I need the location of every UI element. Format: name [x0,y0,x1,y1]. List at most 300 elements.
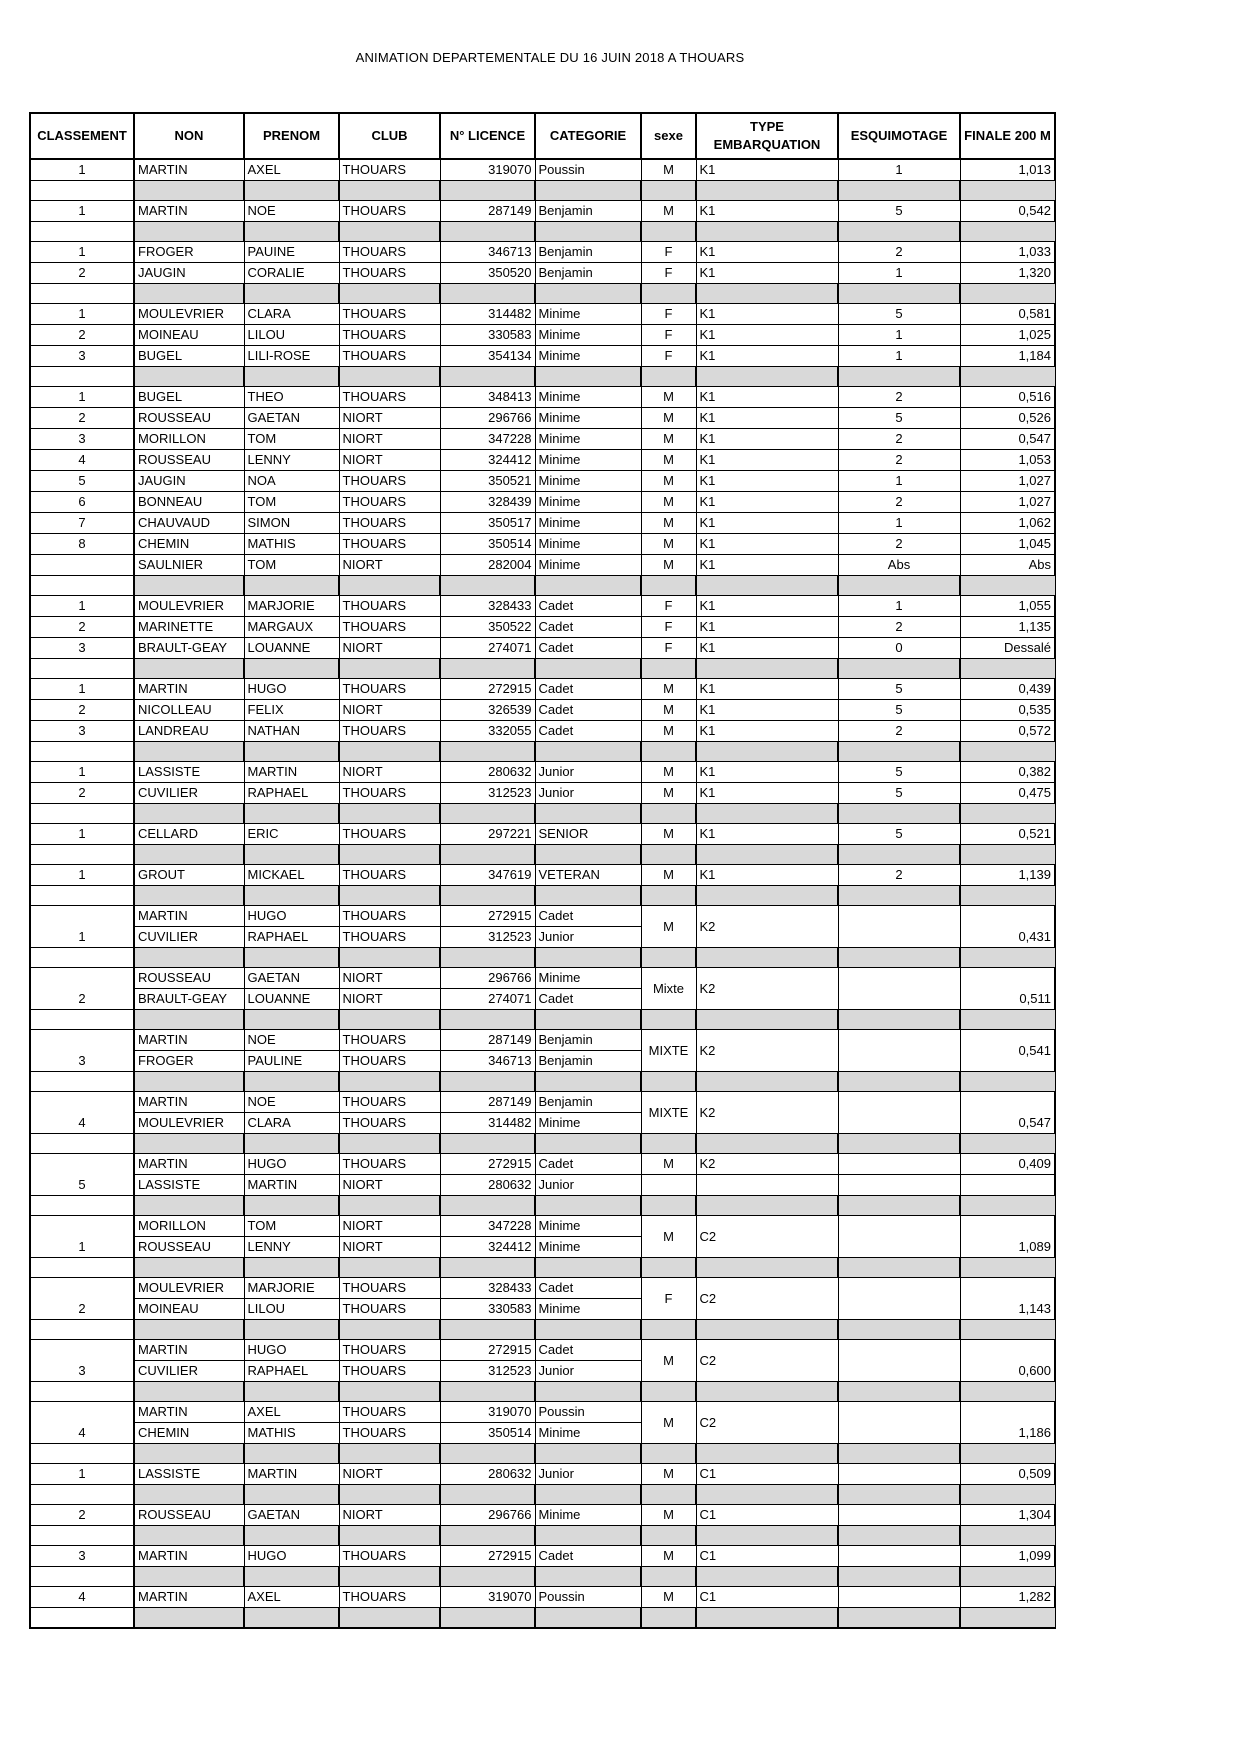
cell-sex: MIXTE [641,1092,696,1134]
separator-cell [535,659,641,679]
separator-cell [696,181,838,201]
cell-final-time: 0,535 [960,700,1055,721]
separator-cell [30,742,134,762]
separator-cell [641,222,696,242]
cell-boat-type: K1 [696,242,838,263]
cell-club: NIORT [339,1464,440,1485]
cell-sex: M [641,721,696,742]
separator-cell [440,1526,535,1546]
separator-row [30,1608,1055,1629]
cell-boat-type [696,1175,838,1196]
table-row [30,471,1055,492]
cell-club: THOUARS [339,1546,440,1567]
separator-cell [244,222,339,242]
separator-cell [244,367,339,387]
cell-esquimotage: 1 [838,263,960,284]
separator-cell [30,886,134,906]
separator-cell [244,659,339,679]
cell-first-name: TOM [244,1216,339,1237]
table-row [30,824,1055,845]
cell-club: THOUARS [339,304,440,325]
separator-cell [696,1010,838,1030]
cell-licence: 350517 [440,513,535,534]
cell-club: THOUARS [339,1299,440,1320]
cell-club: THOUARS [339,325,440,346]
cell-licence: 272915 [440,906,535,927]
separator-cell [134,1196,244,1216]
separator-cell [440,1196,535,1216]
cell-rank: 4 [30,1587,134,1608]
separator-cell [696,576,838,596]
cell-club: NIORT [339,1505,440,1526]
cell-sex: M [641,679,696,700]
cell-category: Junior [535,927,641,948]
separator-cell [838,804,960,824]
cell-licence: 350520 [440,263,535,284]
cell-rank: 2 [30,968,134,1010]
separator-cell [440,1010,535,1030]
cell-boat-type: K1 [696,721,838,742]
cell-final-time: 1,186 [960,1402,1055,1444]
table-row [30,617,1055,638]
cell-club: THOUARS [339,1092,440,1113]
separator-cell [30,804,134,824]
separator-cell [134,1134,244,1154]
cell-rank: 1 [30,824,134,845]
cell-sex: M [641,1587,696,1608]
separator-cell [134,1382,244,1402]
cell-licence: 326539 [440,700,535,721]
cell-club: THOUARS [339,471,440,492]
separator-cell [244,1010,339,1030]
cell-licence: 347619 [440,865,535,886]
table-row [30,1505,1055,1526]
cell-esquimotage: 2 [838,429,960,450]
cell-last-name: LANDREAU [134,721,244,742]
cell-club: THOUARS [339,1154,440,1175]
separator-cell [30,1567,134,1587]
separator-cell [960,1134,1055,1154]
separator-cell [535,804,641,824]
cell-final-time: 1,320 [960,263,1055,284]
separator-cell [960,576,1055,596]
separator-cell [30,1010,134,1030]
cell-category: Minime [535,1299,641,1320]
separator-cell [30,1258,134,1278]
separator-cell [30,1134,134,1154]
cell-sex: M [641,824,696,845]
separator-cell [641,181,696,201]
cell-esquimotage: 5 [838,679,960,700]
cell-category: Junior [535,1361,641,1382]
separator-row [30,1258,1055,1278]
cell-category: Minime [535,968,641,989]
separator-cell [134,886,244,906]
cell-club: THOUARS [339,1587,440,1608]
cell-first-name: HUGO [244,1340,339,1361]
separator-cell [696,1196,838,1216]
separator-cell [960,659,1055,679]
separator-cell [440,659,535,679]
separator-cell [244,1382,339,1402]
table-row [30,159,1055,181]
cell-boat-type: K1 [696,596,838,617]
cell-last-name: NICOLLEAU [134,700,244,721]
cell-category: Minime [535,1113,641,1134]
cell-last-name: MOULEVRIER [134,596,244,617]
header-sexe: sexe [641,113,696,159]
separator-row [30,1567,1055,1587]
cell-esquimotage: 1 [838,513,960,534]
separator-cell [641,742,696,762]
table-row [30,700,1055,721]
separator-cell [134,1444,244,1464]
cell-club: THOUARS [339,865,440,886]
cell-club: THOUARS [339,1051,440,1072]
separator-cell [30,1320,134,1340]
cell-rank: 2 [30,1505,134,1526]
cell-licence: 314482 [440,304,535,325]
separator-row [30,222,1055,242]
cell-sex: F [641,325,696,346]
cell-first-name: SIMON [244,513,339,534]
separator-cell [339,367,440,387]
cell-esquimotage: 0 [838,638,960,659]
cell-boat-type: K1 [696,534,838,555]
cell-boat-type: K1 [696,700,838,721]
cell-first-name: PAULINE [244,1051,339,1072]
cell-final-time: 0,409 [960,1154,1055,1175]
cell-category: Minime [535,304,641,325]
cell-sex: F [641,1278,696,1320]
separator-cell [960,1526,1055,1546]
cell-rank: 4 [30,450,134,471]
cell-boat-type: K1 [696,513,838,534]
separator-cell [244,742,339,762]
cell-club: THOUARS [339,387,440,408]
separator-cell [535,1072,641,1092]
separator-cell [339,222,440,242]
cell-first-name: RAPHAEL [244,927,339,948]
cell-final-time: 1,099 [960,1546,1055,1567]
cell-category: Cadet [535,617,641,638]
separator-cell [696,1526,838,1546]
cell-last-name: MOINEAU [134,1299,244,1320]
separator-cell [535,845,641,865]
cell-club: NIORT [339,1175,440,1196]
separator-cell [440,1567,535,1587]
cell-first-name: MATHIS [244,1423,339,1444]
cell-licence: 350514 [440,1423,535,1444]
cell-esquimotage [838,1216,960,1258]
cell-sex: Mixte [641,968,696,1010]
separator-cell [244,1258,339,1278]
cell-sex: F [641,304,696,325]
cell-club: THOUARS [339,513,440,534]
separator-cell [440,1258,535,1278]
separator-row [30,367,1055,387]
separator-cell [535,1382,641,1402]
separator-cell [440,576,535,596]
separator-cell [134,1526,244,1546]
separator-cell [134,845,244,865]
header-finale: FINALE 200 M [960,113,1055,159]
separator-cell [641,1485,696,1505]
cell-category: Poussin [535,1402,641,1423]
cell-category: Cadet [535,989,641,1010]
cell-rank: 1 [30,159,134,181]
separator-cell [960,181,1055,201]
cell-boat-type: K1 [696,617,838,638]
cell-club: NIORT [339,1216,440,1237]
cell-last-name: BRAULT-GEAY [134,638,244,659]
separator-cell [960,742,1055,762]
cell-first-name: LILOU [244,1299,339,1320]
separator-cell [838,1010,960,1030]
cell-category: Benjamin [535,201,641,222]
separator-cell [339,886,440,906]
table-row [30,1030,1055,1051]
separator-cell [440,1485,535,1505]
cell-sex: M [641,159,696,181]
cell-category: Cadet [535,1154,641,1175]
separator-cell [535,1258,641,1278]
cell-category: Cadet [535,700,641,721]
separator-cell [134,222,244,242]
cell-last-name: CUVILIER [134,783,244,804]
cell-licence: 347228 [440,1216,535,1237]
cell-esquimotage: 2 [838,721,960,742]
cell-club: THOUARS [339,906,440,927]
separator-cell [339,1567,440,1587]
cell-first-name: THEO [244,387,339,408]
cell-esquimotage: 5 [838,700,960,721]
cell-last-name: MARINETTE [134,617,244,638]
separator-cell [244,1567,339,1587]
cell-final-time: 1,053 [960,450,1055,471]
cell-first-name: AXEL [244,159,339,181]
separator-cell [696,1567,838,1587]
header-club: CLUB [339,113,440,159]
cell-club: THOUARS [339,617,440,638]
cell-licence: 350522 [440,617,535,638]
cell-final-time: 1,135 [960,617,1055,638]
cell-licence: 274071 [440,989,535,1010]
separator-cell [440,1382,535,1402]
separator-cell [838,1485,960,1505]
separator-cell [440,845,535,865]
table-row [30,906,1055,927]
cell-rank: 1 [30,242,134,263]
cell-licence: 348413 [440,387,535,408]
separator-cell [960,284,1055,304]
separator-cell [30,1608,134,1629]
cell-last-name: LASSISTE [134,1175,244,1196]
cell-esquimotage [838,1175,960,1196]
table-row [30,263,1055,284]
cell-rank: 1 [30,762,134,783]
cell-rank: 3 [30,1030,134,1072]
cell-boat-type: K1 [696,408,838,429]
cell-boat-type: K1 [696,865,838,886]
cell-esquimotage: 2 [838,617,960,638]
cell-sex: M [641,408,696,429]
page-title: ANIMATION DEPARTEMENTALE DU 16 JUIN 2018 A THOUARS [355,50,745,65]
separator-row [30,1320,1055,1340]
cell-rank: 1 [30,1464,134,1485]
cell-rank: 3 [30,721,134,742]
cell-licence: 332055 [440,721,535,742]
cell-final-time: Dessalé [960,638,1055,659]
separator-cell [641,659,696,679]
cell-licence: 280632 [440,1175,535,1196]
separator-cell [339,181,440,201]
cell-rank: 1 [30,304,134,325]
cell-last-name: MARTIN [134,679,244,700]
separator-cell [696,1258,838,1278]
separator-cell [30,181,134,201]
cell-last-name: MARTIN [134,159,244,181]
cell-rank: 2 [30,325,134,346]
cell-club: THOUARS [339,783,440,804]
cell-last-name: ROUSSEAU [134,968,244,989]
separator-cell [535,886,641,906]
cell-club: NIORT [339,450,440,471]
separator-cell [641,1134,696,1154]
separator-cell [339,742,440,762]
cell-first-name: CLARA [244,304,339,325]
cell-last-name: MARTIN [134,1030,244,1051]
separator-cell [244,1320,339,1340]
separator-cell [244,1485,339,1505]
cell-boat-type: K1 [696,783,838,804]
cell-rank: 1 [30,679,134,700]
cell-licence: 354134 [440,346,535,367]
cell-club: THOUARS [339,159,440,181]
cell-licence: 287149 [440,1030,535,1051]
cell-esquimotage: 5 [838,824,960,845]
cell-esquimotage: Abs [838,555,960,576]
separator-cell [440,181,535,201]
cell-category: Cadet [535,721,641,742]
cell-club: THOUARS [339,492,440,513]
separator-cell [960,1320,1055,1340]
separator-cell [838,1258,960,1278]
cell-club: THOUARS [339,721,440,742]
cell-licence: 324412 [440,1237,535,1258]
cell-rank: 2 [30,408,134,429]
cell-last-name: FROGER [134,242,244,263]
table-row [30,450,1055,471]
separator-cell [696,284,838,304]
cell-boat-type: K2 [696,1030,838,1072]
cell-boat-type: C2 [696,1402,838,1444]
cell-boat-type: K1 [696,304,838,325]
separator-cell [339,1320,440,1340]
cell-final-time: 1,027 [960,492,1055,513]
separator-cell [535,1608,641,1629]
cell-rank: 6 [30,492,134,513]
cell-category: Benjamin [535,1051,641,1072]
separator-row [30,659,1055,679]
cell-esquimotage [838,1092,960,1134]
cell-final-time: 0,547 [960,429,1055,450]
cell-club: NIORT [339,638,440,659]
cell-licence: 319070 [440,159,535,181]
separator-cell [134,804,244,824]
cell-club: NIORT [339,762,440,783]
table-row [30,242,1055,263]
separator-cell [339,1526,440,1546]
cell-esquimotage [838,1546,960,1567]
separator-row [30,1382,1055,1402]
cell-first-name: LILI-ROSE [244,346,339,367]
cell-boat-type: C1 [696,1546,838,1567]
cell-final-time: 0,600 [960,1340,1055,1382]
separator-cell [641,1010,696,1030]
separator-cell [838,1196,960,1216]
cell-sex: M [641,1546,696,1567]
separator-cell [440,742,535,762]
cell-boat-type: K1 [696,325,838,346]
cell-boat-type: C2 [696,1216,838,1258]
cell-final-time: 0,439 [960,679,1055,700]
separator-cell [641,948,696,968]
separator-cell [535,576,641,596]
cell-rank: 1 [30,1216,134,1258]
separator-cell [535,222,641,242]
separator-cell [440,1608,535,1629]
separator-cell [696,742,838,762]
cell-club: THOUARS [339,346,440,367]
separator-cell [696,886,838,906]
separator-row [30,1134,1055,1154]
cell-final-time: 1,045 [960,534,1055,555]
cell-esquimotage: 5 [838,408,960,429]
cell-club: THOUARS [339,824,440,845]
cell-first-name: RAPHAEL [244,783,339,804]
cell-category: Cadet [535,906,641,927]
separator-cell [696,1072,838,1092]
separator-cell [440,948,535,968]
cell-rank: 1 [30,387,134,408]
cell-last-name: CUVILIER [134,927,244,948]
cell-licence: 350521 [440,471,535,492]
table-row [30,638,1055,659]
table-row [30,1464,1055,1485]
header-row [30,113,1055,159]
cell-first-name: MATHIS [244,534,339,555]
table-row [30,534,1055,555]
separator-cell [960,948,1055,968]
separator-cell [30,1196,134,1216]
header-prenom: PRENOM [244,113,339,159]
separator-cell [440,367,535,387]
cell-first-name: NOE [244,201,339,222]
cell-licence: 312523 [440,1361,535,1382]
separator-cell [440,1444,535,1464]
cell-sex: M [641,762,696,783]
cell-last-name: CELLARD [134,824,244,845]
separator-cell [960,1258,1055,1278]
cell-rank: 2 [30,1278,134,1320]
cell-club: THOUARS [339,679,440,700]
separator-cell [134,659,244,679]
cell-last-name: FROGER [134,1051,244,1072]
cell-esquimotage: 2 [838,865,960,886]
table-row [30,783,1055,804]
cell-boat-type: K2 [696,1154,838,1175]
